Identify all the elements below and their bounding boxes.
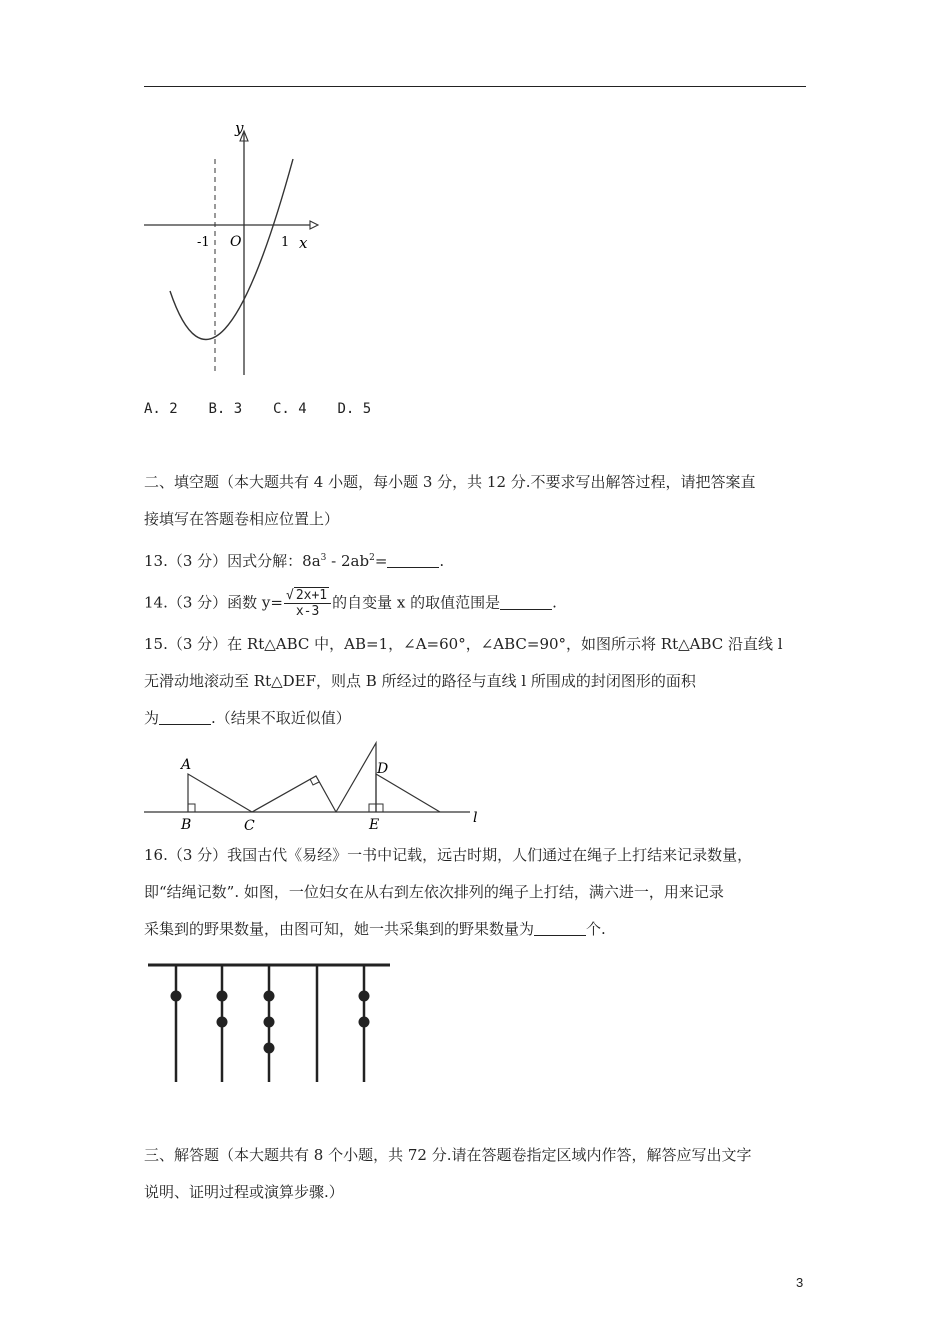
- triangle-def: [376, 774, 440, 812]
- knotted-ropes-figure: [140, 958, 400, 1088]
- page-number: 3: [796, 1275, 804, 1290]
- knot: [264, 1043, 275, 1054]
- q16-line3: 采集到的野果数量，由图可知，她一共采集到的野果数量为 个.: [144, 920, 606, 938]
- q16-line1: 16.（3 分）我国古代《易经》一书中记载，远古时期，人们通过在绳子上打结来记录数量，: [144, 846, 753, 864]
- label-a: A: [181, 757, 192, 773]
- q15-line3: 为 .（结果不取近似值）: [144, 709, 351, 727]
- x-axis-arrow: [310, 221, 318, 229]
- q13: 13.（3 分）因式分解：$8a^3 - 2ab^2=$ .: [144, 552, 445, 570]
- tick-neg1-label: -1: [197, 235, 210, 250]
- label-e: E: [369, 817, 380, 833]
- knot: [359, 1017, 370, 1028]
- section3-heading-cont: 说明、证明过程或演算步骤.）: [144, 1183, 344, 1201]
- knot: [359, 991, 370, 1002]
- knot: [264, 991, 275, 1002]
- choice-b: B. 3: [208, 401, 243, 417]
- label-b: B: [181, 817, 192, 833]
- triangle-rotated-1: [252, 776, 336, 812]
- choice-d: D. 5: [337, 401, 372, 417]
- choice-c: C. 4: [273, 401, 307, 417]
- section2-heading: 二、填空题（本大题共有 4 小题，每小题 3 分，共 12 分.不要求写出解答过程，请把答案直: [144, 473, 756, 491]
- knot: [217, 1017, 228, 1028]
- q16-line2: 即“结绳记数”. 如图，一位妇女在从右到左依次排列的绳子上打结，满六进一，用来记录: [144, 883, 724, 901]
- right-angle-b: [188, 804, 195, 812]
- knot: [217, 991, 228, 1002]
- answer-blank: [387, 553, 439, 568]
- label-d: D: [377, 761, 389, 777]
- answer-blank: [159, 710, 211, 725]
- header-rule: [144, 86, 806, 87]
- fraction: $\frac{√ 2x+1}{x-3}$: [284, 588, 331, 619]
- section3-heading: 三、解答题（本大题共有 8 个小题，共 72 分.请在答题卷指定区域内作答，解答应写出文字: [144, 1146, 752, 1164]
- origin-label: O: [230, 234, 242, 250]
- x-label: x: [299, 234, 308, 252]
- section2-heading-cont: 接填写在答题卷相应位置上）: [144, 510, 340, 528]
- parabola-graph: [140, 115, 320, 380]
- triangle-abc: [188, 774, 252, 812]
- rolling-triangle-figure: [140, 738, 490, 833]
- choice-a: A. 2: [144, 401, 178, 417]
- knot: [264, 1017, 275, 1028]
- label-l: l: [473, 810, 478, 826]
- q15-line1: 15.（3 分）在 Rt△ABC 中，AB=1，∠A=60°，∠ABC=90°，如图所示将 Rt△ABC 沿直线 l: [144, 635, 783, 653]
- answer-blank: [534, 921, 586, 936]
- q15-line2: 无滑动地滚动至 Rt△DEF，则点 B 所经过的路径与直线 l 所围成的封闭图形的面积: [144, 672, 696, 690]
- answer-blank: [500, 595, 552, 610]
- label-c: C: [244, 818, 255, 833]
- q12-choices: [144, 398, 397, 419]
- triangle-rotated-2: [336, 743, 376, 812]
- knot: [171, 991, 182, 1002]
- q14: 14.（3 分）函数 y= $\frac{√ 2x+1}{x-3}$ 的自变量 x 的取值范围是 .: [144, 588, 557, 619]
- tick-1-label: 1: [281, 235, 290, 250]
- y-label: y: [235, 119, 244, 137]
